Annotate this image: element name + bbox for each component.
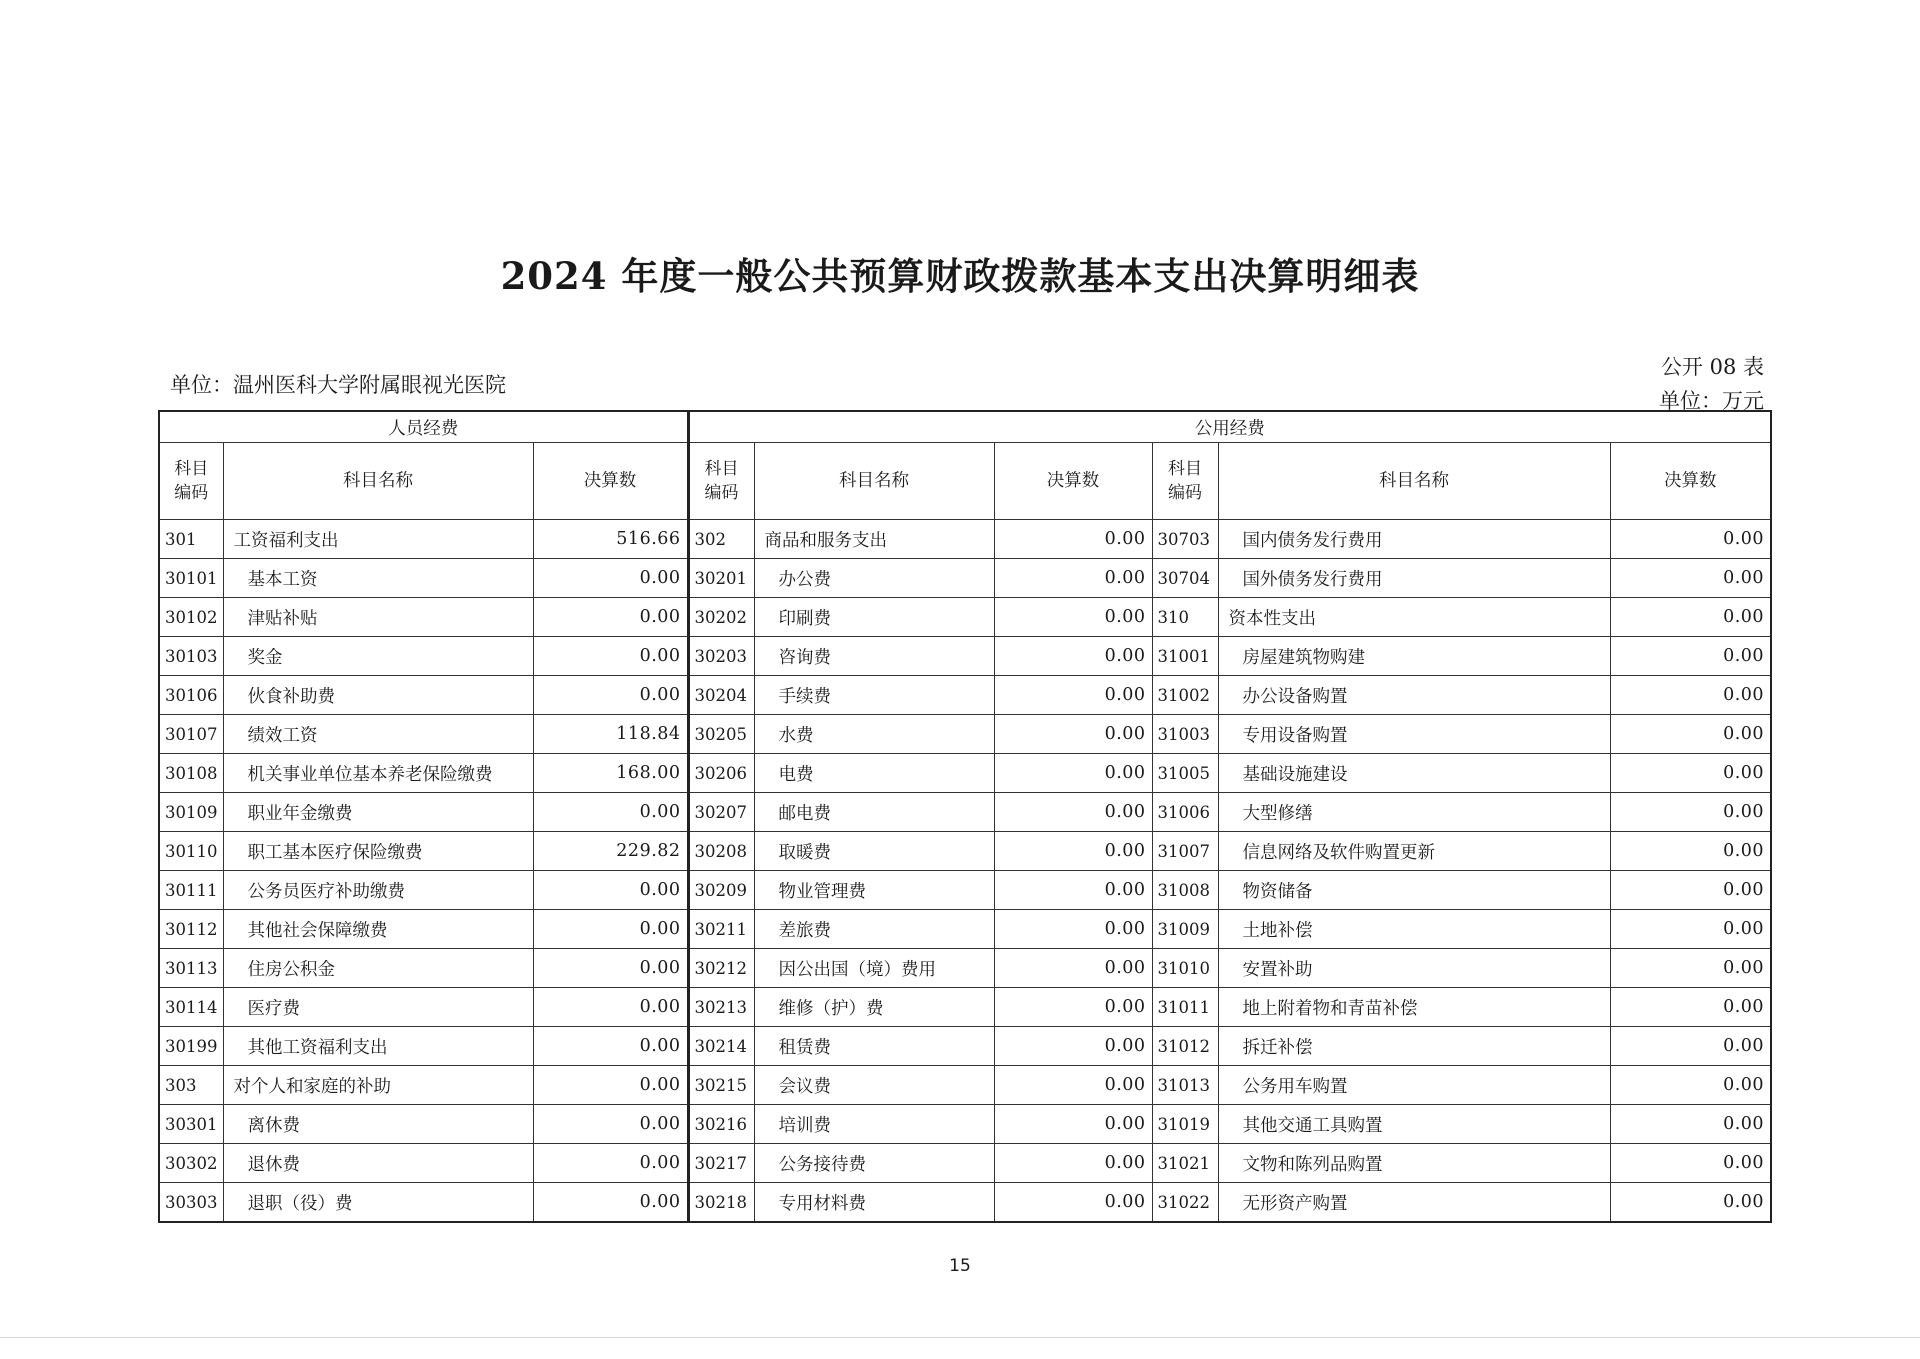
subject-name: 培训费 bbox=[754, 1105, 994, 1144]
subject-name: 咨询费 bbox=[754, 637, 994, 676]
subject-name: 物业管理费 bbox=[754, 871, 994, 910]
subject-name: 其他社会保障缴费 bbox=[223, 910, 533, 949]
subject-name: 职工基本医疗保险缴费 bbox=[223, 832, 533, 871]
final-amount: 0.00 bbox=[533, 910, 688, 949]
final-amount: 0.00 bbox=[1610, 1105, 1771, 1144]
subject-name: 房屋建筑物购建 bbox=[1218, 637, 1610, 676]
page-bottom-rule bbox=[0, 1337, 1920, 1338]
final-amount: 0.00 bbox=[994, 832, 1152, 871]
final-amount: 0.00 bbox=[994, 1144, 1152, 1183]
subject-name: 伙食补助费 bbox=[223, 676, 533, 715]
subject-code: 30108 bbox=[159, 754, 223, 793]
subject-code: 303 bbox=[159, 1066, 223, 1105]
subject-code: 31013 bbox=[1152, 1066, 1218, 1105]
final-amount: 0.00 bbox=[1610, 1144, 1771, 1183]
table-row bbox=[159, 910, 1771, 949]
subject-name: 奖金 bbox=[223, 637, 533, 676]
subject-code: 30109 bbox=[159, 793, 223, 832]
subject-code: 30103 bbox=[159, 637, 223, 676]
table-row bbox=[159, 988, 1771, 1027]
table-row bbox=[159, 832, 1771, 871]
subject-code: 31012 bbox=[1152, 1027, 1218, 1066]
final-amount: 229.82 bbox=[533, 832, 688, 871]
subject-code: 30101 bbox=[159, 559, 223, 598]
subject-code: 31010 bbox=[1152, 949, 1218, 988]
subject-name: 会议费 bbox=[754, 1066, 994, 1105]
subject-code: 30704 bbox=[1152, 559, 1218, 598]
page-title: 2024 年度一般公共预算财政拨款基本支出决算明细表 bbox=[500, 254, 1420, 298]
subject-code: 31005 bbox=[1152, 754, 1218, 793]
subject-name: 工资福利支出 bbox=[223, 520, 533, 559]
subject-code: 30218 bbox=[688, 1183, 754, 1223]
subject-code: 30301 bbox=[159, 1105, 223, 1144]
subject-name: 印刷费 bbox=[754, 598, 994, 637]
subject-code: 30206 bbox=[688, 754, 754, 793]
table-row bbox=[159, 559, 1771, 598]
final-amount: 0.00 bbox=[533, 1027, 688, 1066]
subject-name: 专用材料费 bbox=[754, 1183, 994, 1223]
subject-name: 公务接待费 bbox=[754, 1144, 994, 1183]
amount-unit: 单位：万元 bbox=[1659, 389, 1764, 413]
subject-name: 离休费 bbox=[223, 1105, 533, 1144]
subject-name: 物资储备 bbox=[1218, 871, 1610, 910]
final-amount: 0.00 bbox=[1610, 988, 1771, 1027]
final-amount: 0.00 bbox=[533, 637, 688, 676]
subject-name: 租赁费 bbox=[754, 1027, 994, 1066]
subject-name: 拆迁补偿 bbox=[1218, 1027, 1610, 1066]
subject-name: 因公出国（境）费用 bbox=[754, 949, 994, 988]
subject-name: 手续费 bbox=[754, 676, 994, 715]
final-amount: 0.00 bbox=[1610, 910, 1771, 949]
subject-code: 30102 bbox=[159, 598, 223, 637]
subject-name: 公务用车购置 bbox=[1218, 1066, 1610, 1105]
subject-code: 30703 bbox=[1152, 520, 1218, 559]
subject-code: 30207 bbox=[688, 793, 754, 832]
subject-code: 30303 bbox=[159, 1183, 223, 1223]
page-number: 15 bbox=[949, 1256, 971, 1276]
subject-name: 公务员医疗补助缴费 bbox=[223, 871, 533, 910]
table-row bbox=[159, 598, 1771, 637]
subject-code: 30209 bbox=[688, 871, 754, 910]
col-header-name: 科目名称 bbox=[1218, 443, 1610, 520]
subject-code: 31002 bbox=[1152, 676, 1218, 715]
final-amount: 0.00 bbox=[994, 988, 1152, 1027]
subject-code: 31007 bbox=[1152, 832, 1218, 871]
subject-code: 30203 bbox=[688, 637, 754, 676]
table-row bbox=[159, 1105, 1771, 1144]
final-amount: 0.00 bbox=[1610, 871, 1771, 910]
table-row bbox=[159, 676, 1771, 715]
final-amount: 0.00 bbox=[1610, 1183, 1771, 1223]
final-amount: 516.66 bbox=[533, 520, 688, 559]
subject-code: 31022 bbox=[1152, 1183, 1218, 1223]
subject-name: 办公设备购置 bbox=[1218, 676, 1610, 715]
final-amount: 0.00 bbox=[533, 1066, 688, 1105]
final-amount: 0.00 bbox=[1610, 832, 1771, 871]
subject-name: 津贴补贴 bbox=[223, 598, 533, 637]
subject-code: 31006 bbox=[1152, 793, 1218, 832]
col-header-code: 科目 编码 bbox=[159, 443, 223, 520]
final-amount: 0.00 bbox=[994, 1066, 1152, 1105]
final-amount: 0.00 bbox=[994, 1027, 1152, 1066]
subject-name: 土地补偿 bbox=[1218, 910, 1610, 949]
col-header-amount: 决算数 bbox=[533, 443, 688, 520]
form-number: 公开 08 表 bbox=[1660, 355, 1764, 379]
final-amount: 0.00 bbox=[1610, 715, 1771, 754]
final-amount: 0.00 bbox=[1610, 559, 1771, 598]
subject-name: 邮电费 bbox=[754, 793, 994, 832]
final-amount: 0.00 bbox=[994, 520, 1152, 559]
subject-code: 30217 bbox=[688, 1144, 754, 1183]
subject-code: 30114 bbox=[159, 988, 223, 1027]
table-row bbox=[159, 1027, 1771, 1066]
subject-name: 专用设备购置 bbox=[1218, 715, 1610, 754]
final-amount: 0.00 bbox=[1610, 520, 1771, 559]
subject-name: 地上附着物和青苗补偿 bbox=[1218, 988, 1610, 1027]
final-amount: 0.00 bbox=[994, 949, 1152, 988]
subject-code: 31003 bbox=[1152, 715, 1218, 754]
subject-name: 医疗费 bbox=[223, 988, 533, 1027]
final-amount: 0.00 bbox=[533, 1183, 688, 1223]
final-amount: 0.00 bbox=[994, 1105, 1152, 1144]
subject-name: 住房公积金 bbox=[223, 949, 533, 988]
subject-code: 31011 bbox=[1152, 988, 1218, 1027]
table-row bbox=[159, 1066, 1771, 1105]
subject-code: 30111 bbox=[159, 871, 223, 910]
subject-code: 31009 bbox=[1152, 910, 1218, 949]
subject-name: 安置补助 bbox=[1218, 949, 1610, 988]
unit-label: 单位：温州医科大学附属眼视光医院 bbox=[170, 373, 506, 397]
subject-code: 302 bbox=[688, 520, 754, 559]
subject-code: 30204 bbox=[688, 676, 754, 715]
final-amount: 0.00 bbox=[533, 793, 688, 832]
subject-code: 31019 bbox=[1152, 1105, 1218, 1144]
subject-name: 大型修缮 bbox=[1218, 793, 1610, 832]
subject-code: 30112 bbox=[159, 910, 223, 949]
final-amount: 0.00 bbox=[994, 754, 1152, 793]
subject-name: 基本工资 bbox=[223, 559, 533, 598]
final-amount: 0.00 bbox=[994, 715, 1152, 754]
subject-name: 绩效工资 bbox=[223, 715, 533, 754]
final-amount: 0.00 bbox=[533, 559, 688, 598]
final-amount: 0.00 bbox=[994, 871, 1152, 910]
subject-code: 30212 bbox=[688, 949, 754, 988]
subject-name: 电费 bbox=[754, 754, 994, 793]
final-amount: 0.00 bbox=[533, 1144, 688, 1183]
final-amount: 0.00 bbox=[1610, 754, 1771, 793]
subject-name: 信息网络及软件购置更新 bbox=[1218, 832, 1610, 871]
subject-name: 退休费 bbox=[223, 1144, 533, 1183]
final-amount: 0.00 bbox=[533, 988, 688, 1027]
subject-name: 国外债务发行费用 bbox=[1218, 559, 1610, 598]
subject-name: 商品和服务支出 bbox=[754, 520, 994, 559]
subject-code: 30205 bbox=[688, 715, 754, 754]
group-header-public: 公用经费 bbox=[688, 411, 1771, 443]
subject-code: 30201 bbox=[688, 559, 754, 598]
final-amount: 0.00 bbox=[994, 793, 1152, 832]
final-amount: 0.00 bbox=[1610, 676, 1771, 715]
subject-name: 基础设施建设 bbox=[1218, 754, 1610, 793]
table-row bbox=[159, 949, 1771, 988]
final-amount: 0.00 bbox=[994, 598, 1152, 637]
subject-name: 文物和陈列品购置 bbox=[1218, 1144, 1610, 1183]
final-amount: 0.00 bbox=[994, 676, 1152, 715]
final-amount: 0.00 bbox=[1610, 1027, 1771, 1066]
subject-code: 30110 bbox=[159, 832, 223, 871]
subject-code: 30213 bbox=[688, 988, 754, 1027]
final-amount: 0.00 bbox=[533, 598, 688, 637]
subject-code: 30211 bbox=[688, 910, 754, 949]
col-header-code: 科目 编码 bbox=[688, 443, 754, 520]
subject-name: 国内债务发行费用 bbox=[1218, 520, 1610, 559]
subject-code: 31001 bbox=[1152, 637, 1218, 676]
group-header-personnel: 人员经费 bbox=[159, 411, 688, 443]
subject-name: 差旅费 bbox=[754, 910, 994, 949]
subject-name: 资本性支出 bbox=[1218, 598, 1610, 637]
subject-code: 310 bbox=[1152, 598, 1218, 637]
final-amount: 0.00 bbox=[1610, 598, 1771, 637]
subject-code: 30199 bbox=[159, 1027, 223, 1066]
final-amount: 0.00 bbox=[994, 910, 1152, 949]
subject-code: 31021 bbox=[1152, 1144, 1218, 1183]
subject-code: 30113 bbox=[159, 949, 223, 988]
subject-code: 30106 bbox=[159, 676, 223, 715]
subject-name: 退职（役）费 bbox=[223, 1183, 533, 1223]
subject-name: 无形资产购置 bbox=[1218, 1183, 1610, 1223]
subject-code: 30107 bbox=[159, 715, 223, 754]
final-amount: 0.00 bbox=[994, 637, 1152, 676]
final-amount: 0.00 bbox=[1610, 1066, 1771, 1105]
table-row bbox=[159, 1144, 1771, 1183]
final-amount: 0.00 bbox=[1610, 949, 1771, 988]
col-header-amount: 决算数 bbox=[1610, 443, 1771, 520]
subject-code: 30208 bbox=[688, 832, 754, 871]
subject-name: 对个人和家庭的补助 bbox=[223, 1066, 533, 1105]
table-row bbox=[159, 715, 1771, 754]
final-amount: 118.84 bbox=[533, 715, 688, 754]
final-amount: 0.00 bbox=[533, 676, 688, 715]
table-row bbox=[159, 793, 1771, 832]
final-amount: 0.00 bbox=[533, 949, 688, 988]
final-amount: 0.00 bbox=[994, 1183, 1152, 1223]
table-row bbox=[159, 1183, 1771, 1223]
col-header-name: 科目名称 bbox=[754, 443, 994, 520]
final-amount: 0.00 bbox=[533, 1105, 688, 1144]
final-amount: 0.00 bbox=[994, 559, 1152, 598]
subject-name: 维修（护）费 bbox=[754, 988, 994, 1027]
subject-name: 职业年金缴费 bbox=[223, 793, 533, 832]
final-amount: 0.00 bbox=[1610, 793, 1771, 832]
subject-name: 取暖费 bbox=[754, 832, 994, 871]
subject-name: 水费 bbox=[754, 715, 994, 754]
subject-code: 30202 bbox=[688, 598, 754, 637]
expenditure-table bbox=[158, 410, 1772, 1223]
table-row bbox=[159, 754, 1771, 793]
table-row bbox=[159, 520, 1771, 559]
final-amount: 168.00 bbox=[533, 754, 688, 793]
col-header-code: 科目 编码 bbox=[1152, 443, 1218, 520]
subject-code: 30214 bbox=[688, 1027, 754, 1066]
col-header-amount: 决算数 bbox=[994, 443, 1152, 520]
subject-code: 31008 bbox=[1152, 871, 1218, 910]
subject-name: 办公费 bbox=[754, 559, 994, 598]
subject-name: 其他工资福利支出 bbox=[223, 1027, 533, 1066]
subject-name: 机关事业单位基本养老保险缴费 bbox=[223, 754, 533, 793]
final-amount: 0.00 bbox=[1610, 637, 1771, 676]
subject-code: 301 bbox=[159, 520, 223, 559]
subject-name: 其他交通工具购置 bbox=[1218, 1105, 1610, 1144]
subject-code: 30216 bbox=[688, 1105, 754, 1144]
final-amount: 0.00 bbox=[533, 871, 688, 910]
col-header-name: 科目名称 bbox=[223, 443, 533, 520]
subject-code: 30302 bbox=[159, 1144, 223, 1183]
table-row bbox=[159, 871, 1771, 910]
subject-code: 30215 bbox=[688, 1066, 754, 1105]
table-row bbox=[159, 637, 1771, 676]
